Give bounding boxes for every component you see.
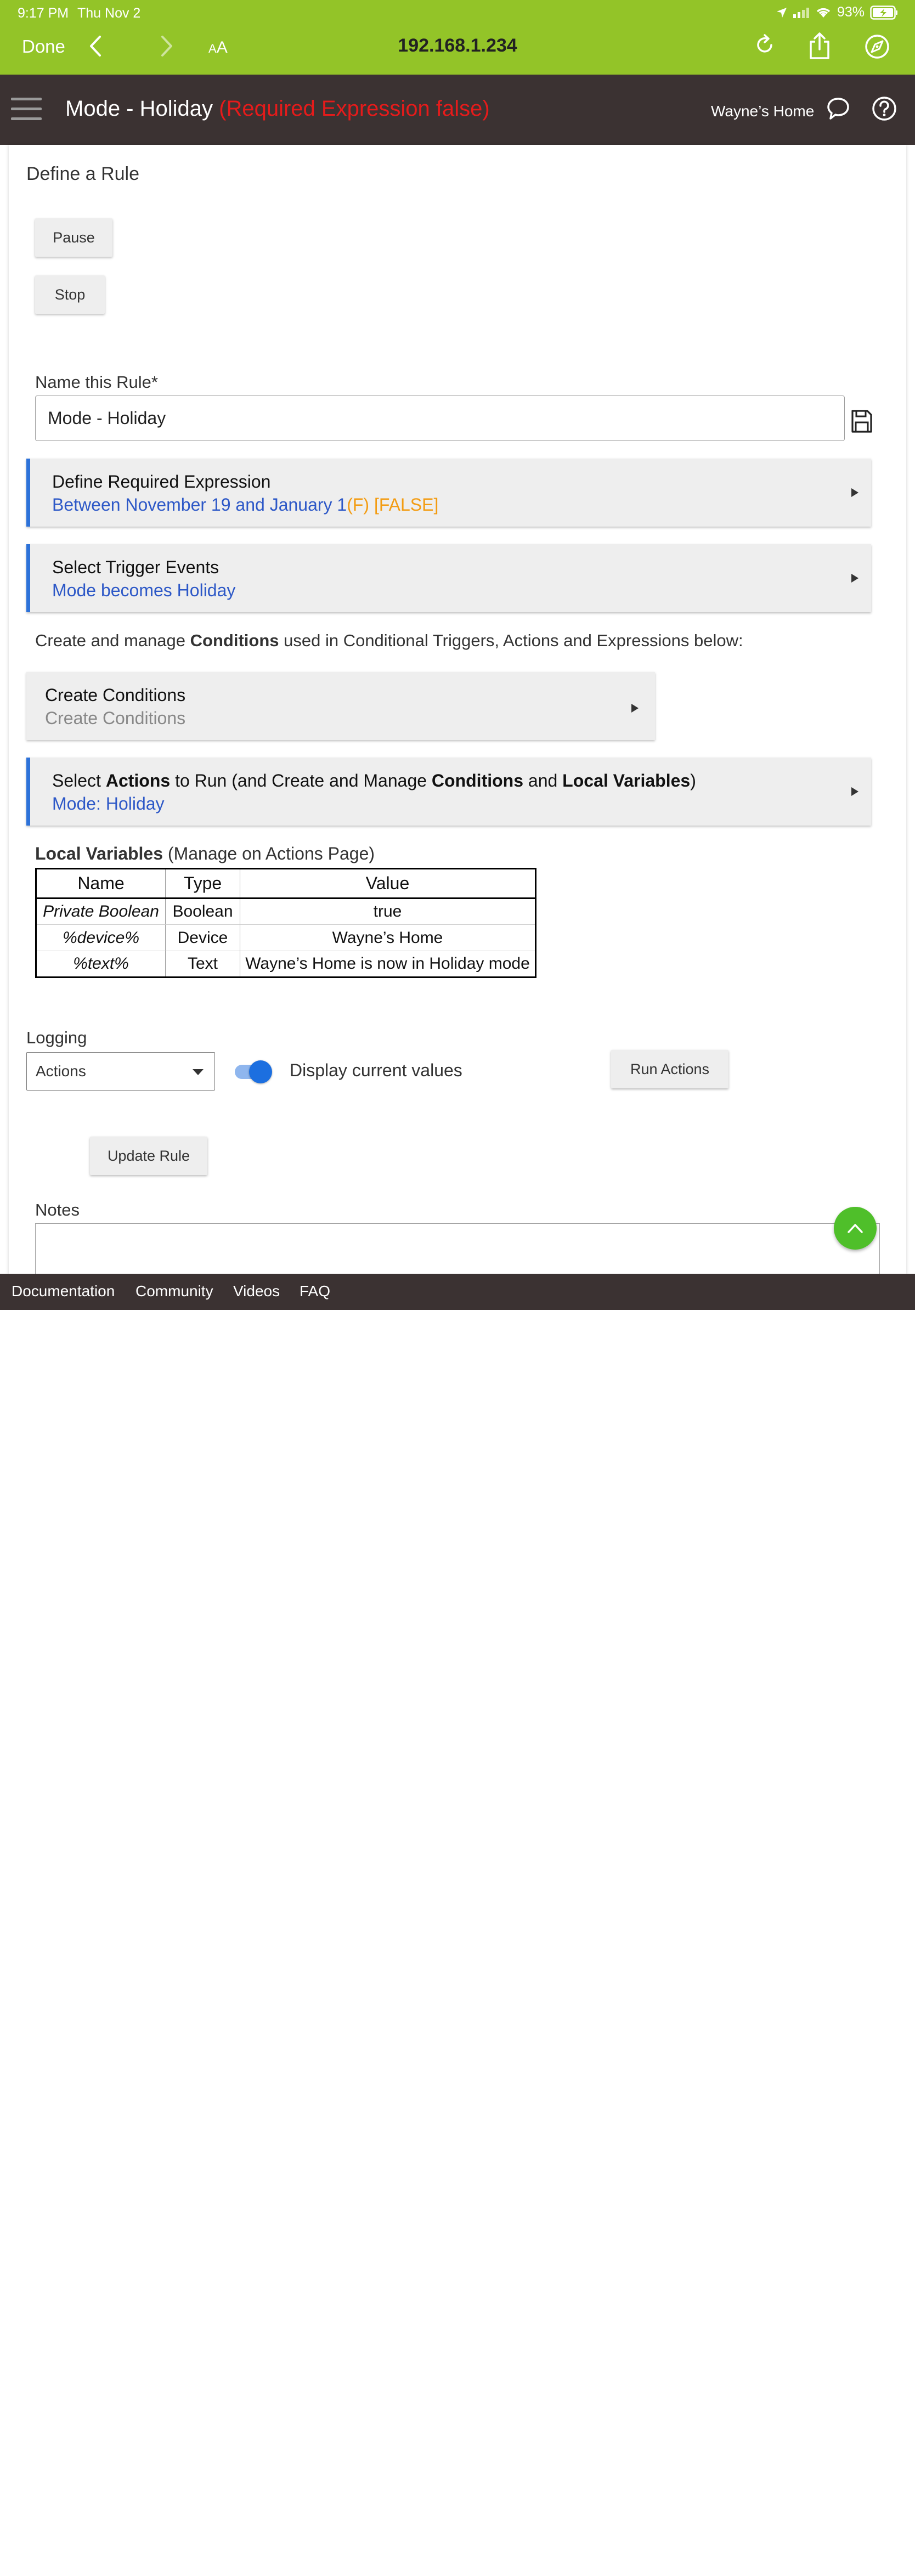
variable-type: Device [166,925,240,951]
panel-title: Select Actions to Run (and Create and Manage Conditions and Local Variables) [52,771,696,790]
expression-false-flag: (F) [FALSE] [347,495,439,515]
variable-name: %text% [73,954,129,973]
conditions-info-text: Create and manage Conditions used in Conditional Triggers, Actions and Expressions below: [35,631,743,650]
save-icon[interactable] [850,409,873,434]
rule-name-label: Name this Rule* [35,372,158,392]
column-header-type: Type [166,869,240,899]
wifi-icon [815,7,832,19]
status-time: 9:17 PM [18,5,69,21]
hamburger-menu-icon[interactable] [11,98,42,122]
chat-bubble-icon[interactable] [826,95,850,123]
help-icon[interactable] [871,95,897,123]
panel-title: Select Trigger Events [52,557,219,577]
panel-value: Between November 19 and January 1(F) [FALSE] [52,495,439,515]
variable-type: Text [166,951,240,978]
table-row [36,951,536,978]
footer [0,1274,915,1310]
share-icon[interactable] [807,32,832,60]
create-conditions-panel[interactable] [26,672,655,740]
required-expression-panel[interactable] [26,459,871,527]
display-values-toggle[interactable] [233,1061,272,1081]
panel-title: Define Required Expression [52,472,271,492]
status-date: Thu Nov 2 [77,5,141,21]
notes-label: Notes [35,1200,80,1219]
reload-icon[interactable] [755,32,775,54]
footer-link-documentation[interactable]: Documentation [12,1283,115,1300]
variable-value: Wayne’s Home [240,925,536,951]
caret-right-icon [851,488,858,497]
footer-link-community[interactable]: Community [135,1283,213,1300]
done-button[interactable]: Done [22,36,65,57]
browser-chrome [0,0,915,75]
status-indicators [776,4,899,20]
caret-right-icon [851,574,858,583]
trigger-events-panel[interactable] [26,544,871,612]
app-header [0,75,915,145]
panel-value: Mode becomes Holiday [52,580,236,600]
home-indicator [306,2571,607,2576]
caret-right-icon [631,704,639,713]
address-bar[interactable]: 192.168.1.234 [398,35,517,56]
panel-title: Create Conditions [45,685,186,705]
stop-button[interactable]: Stop [35,275,105,314]
variable-value: true [240,899,536,925]
table-row [36,899,536,925]
cellular-signal-icon [793,7,810,18]
hub-name: Wayne’s Home [711,103,815,120]
table-row [36,925,536,951]
logging-select[interactable] [26,1052,215,1091]
page-subtitle: Define a Rule [26,163,140,184]
scroll-to-top-button[interactable] [834,1207,877,1250]
column-header-value: Value [240,869,536,899]
caret-right-icon [851,787,858,796]
logging-selected-value: Actions [36,1063,86,1080]
page-title [65,97,490,121]
chevron-up-icon [847,1223,863,1234]
required-expression-warning: (Required Expression false) [219,97,490,121]
location-arrow-icon [776,7,788,19]
local-variables-title: Local Variables (Manage on Actions Page) [35,844,375,863]
caret-down-icon [193,1069,204,1075]
panel-value: Mode: Holiday [52,794,165,814]
battery-percent: 93% [837,4,865,20]
variable-name: %device% [36,925,166,951]
run-actions-button[interactable]: Run Actions [611,1050,728,1088]
rule-title: Mode - Holiday [65,97,213,121]
variable-value: Wayne’s Home is now in Holiday mode [240,951,536,978]
local-variables-table [35,868,536,978]
panel-value: Create Conditions [45,708,186,728]
text-size-button[interactable]: AA [208,38,228,57]
table-header-row [36,869,536,899]
footer-link-videos[interactable]: Videos [233,1283,280,1300]
update-rule-button[interactable]: Update Rule [90,1137,207,1175]
variable-name: Private Boolean [36,899,166,925]
actions-panel[interactable] [26,758,871,826]
display-values-label: Display current values [290,1060,462,1080]
battery-charging-icon [870,5,899,20]
footer-link-faq[interactable]: FAQ [300,1283,331,1300]
compass-icon[interactable] [865,34,890,59]
column-header-name: Name [36,869,166,899]
logging-label: Logging [26,1028,87,1047]
rule-name-input[interactable]: Mode - Holiday [35,396,845,441]
variable-type: Boolean [166,899,240,925]
pause-button[interactable]: Pause [35,218,112,257]
